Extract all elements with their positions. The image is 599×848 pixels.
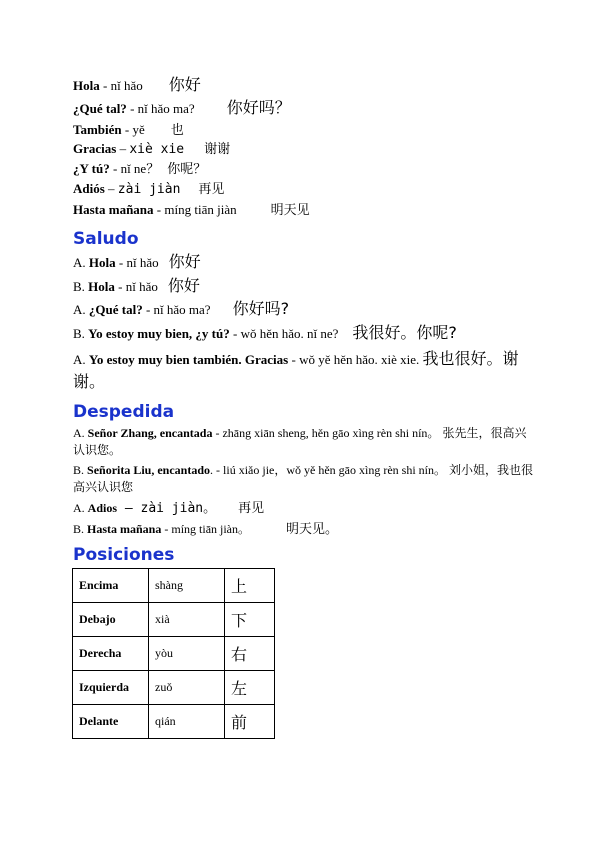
position-hanzi: 上 bbox=[225, 569, 275, 603]
vocab-hanzi: 再见 bbox=[198, 182, 225, 197]
position-pinyin: yòu bbox=[149, 637, 225, 671]
dialogue-hanzi: 明天见。 bbox=[286, 522, 339, 537]
vocab-spanish: Hasta mañana bbox=[73, 202, 154, 217]
dialogue-pinyin: - nǐ hǎo ma? bbox=[142, 302, 211, 317]
vocab-hanzi: 谢谢 bbox=[204, 142, 231, 157]
vocab-line: ¿Qué tal? - nǐ hǎo ma? 你好吗？ bbox=[73, 98, 291, 117]
vocab-pinyin: zài jiàn bbox=[117, 182, 181, 197]
dialogue-spanish: Yo estoy muy bien, ¿y tú? bbox=[88, 326, 230, 341]
speaker-label: A. bbox=[73, 501, 85, 515]
dialogue-line bbox=[73, 499, 264, 518]
section-heading-posiciones: Posiciones bbox=[73, 545, 175, 565]
vocab-line: También - yě 也 bbox=[73, 122, 184, 138]
dialogue-pinyin: - zhāng xiān sheng, hěn gāo xìng rèn shi nín。 bbox=[212, 426, 440, 440]
vocab-pinyin: nǐ hǎo ma? bbox=[137, 101, 195, 116]
dialogue-spanish: Hasta mañana bbox=[87, 522, 162, 536]
speaker-label: A. bbox=[73, 255, 86, 270]
dialogue-line bbox=[73, 462, 533, 496]
dialogue-pinyin: - wǒ hěn hǎo. nǐ ne? bbox=[229, 326, 339, 341]
position-hanzi: 左 bbox=[225, 671, 275, 705]
dialogue-hanzi: 刘小姐，我也很高兴认识您 bbox=[73, 463, 534, 494]
dialogue-spanish: ¿Qué tal? bbox=[88, 302, 143, 317]
section-heading-despedida: Despedida bbox=[73, 402, 175, 422]
vocab-line: Hola - nǐ hǎo 你好 bbox=[73, 75, 201, 94]
dialogue-pinyin: . - liú xiǎo jie，wǒ yě hěn gāo xìng rèn shi nín。 bbox=[210, 463, 446, 477]
vocab-line: Gracias – xiè xie 谢谢 bbox=[73, 141, 231, 157]
vocab-pinyin: nǐ ne？ bbox=[120, 161, 160, 176]
vocab-spanish: Adiós bbox=[73, 181, 105, 196]
dialogue-line bbox=[73, 277, 200, 296]
vocab-hanzi: 你好吗？ bbox=[226, 98, 291, 117]
dialogue-spanish: Hola bbox=[88, 255, 116, 270]
vocab-hanzi: 也 bbox=[170, 123, 184, 138]
position-hanzi: 右 bbox=[225, 637, 275, 671]
speaker-label: B. bbox=[73, 522, 85, 536]
dialogue-spanish: Adios bbox=[87, 501, 118, 515]
vocab-spanish: Hola bbox=[73, 78, 100, 93]
vocab-spanish: ¿Y tú? bbox=[73, 161, 110, 176]
dialogue-line bbox=[73, 324, 457, 343]
dialogue-line bbox=[73, 520, 338, 539]
position-spanish: Encima bbox=[73, 569, 149, 603]
dialogue-line bbox=[73, 348, 533, 394]
position-pinyin: qián bbox=[149, 705, 225, 739]
dialogue-pinyin: - nǐ hǎo bbox=[114, 279, 158, 294]
vocab-pinyin: xiè xie bbox=[129, 142, 185, 157]
position-spanish: Delante bbox=[73, 705, 149, 739]
vocab-line: ¿Y tú? - nǐ ne？ 你呢？ bbox=[73, 161, 207, 177]
vocab-hanzi: 明天见 bbox=[270, 203, 310, 218]
position-hanzi: 下 bbox=[225, 603, 275, 637]
vocab-hanzi: 你好 bbox=[168, 75, 201, 94]
vocab-spanish: También bbox=[73, 122, 122, 137]
position-hanzi: 前 bbox=[225, 705, 275, 739]
speaker-label: B. bbox=[73, 326, 85, 341]
position-spanish: Izquierda bbox=[73, 671, 149, 705]
dialogue-hanzi: 你好 bbox=[168, 252, 201, 271]
section-heading-saludo: Saludo bbox=[73, 229, 139, 249]
position-pinyin: xià bbox=[149, 603, 225, 637]
position-pinyin: shàng bbox=[149, 569, 225, 603]
dialogue-pinyin: – zài jiàn。 bbox=[117, 501, 217, 516]
vocab-line: Adiós – zài jiàn 再见 bbox=[73, 181, 225, 197]
dialogue-line bbox=[73, 300, 289, 319]
table-row bbox=[73, 671, 275, 705]
positions-table bbox=[72, 568, 275, 739]
table-row bbox=[73, 705, 275, 739]
dialogue-line bbox=[73, 253, 201, 272]
position-pinyin: zuǒ bbox=[149, 671, 225, 705]
dialogue-spanish: Hola bbox=[88, 279, 115, 294]
dialogue-hanzi: 张先生，很高兴认识您。 bbox=[73, 426, 527, 457]
speaker-label: A. bbox=[73, 426, 85, 440]
dialogue-pinyin: - nǐ hǎo bbox=[115, 255, 159, 270]
dialogue-hanzi: 你好 bbox=[167, 276, 200, 295]
position-spanish: Debajo bbox=[73, 603, 149, 637]
table-row bbox=[73, 637, 275, 671]
dialogue-line bbox=[73, 425, 533, 459]
dialogue-hanzi: 我很好。你呢? bbox=[352, 323, 457, 342]
dialogue-pinyin: - míng tiān jiàn。 bbox=[161, 522, 251, 536]
dialogue-spanish: Señor Zhang, encantada bbox=[87, 426, 213, 440]
table-row bbox=[73, 603, 275, 637]
dialogue-pinyin: - wǒ yě hěn hǎo. xiè xie. bbox=[288, 352, 420, 367]
dialogue-hanzi: 我也很好。谢谢。 bbox=[73, 349, 519, 391]
dialogue-hanzi: 你好吗? bbox=[232, 299, 290, 318]
vocab-hanzi: 你呢？ bbox=[167, 162, 207, 177]
vocab-pinyin: yě bbox=[132, 122, 145, 137]
speaker-label: B. bbox=[73, 463, 85, 477]
dialogue-spanish: Señorita Liu, encantado bbox=[87, 463, 211, 477]
vocab-spanish: ¿Qué tal? bbox=[73, 101, 127, 116]
vocab-spanish: Gracias bbox=[73, 141, 117, 156]
dialogue-spanish: Yo estoy muy bien también. Gracias bbox=[88, 352, 289, 367]
table-row bbox=[73, 569, 275, 603]
vocab-pinyin: nǐ hǎo bbox=[110, 78, 143, 93]
speaker-label: B. bbox=[73, 279, 85, 294]
vocab-line: Hasta mañana - míng tiān jiàn 明天见 bbox=[73, 202, 310, 218]
speaker-label: A. bbox=[73, 302, 86, 317]
vocab-pinyin: míng tiān jiàn bbox=[164, 202, 237, 217]
position-spanish: Derecha bbox=[73, 637, 149, 671]
speaker-label: A. bbox=[73, 352, 86, 367]
dialogue-hanzi: 再见 bbox=[238, 501, 265, 516]
